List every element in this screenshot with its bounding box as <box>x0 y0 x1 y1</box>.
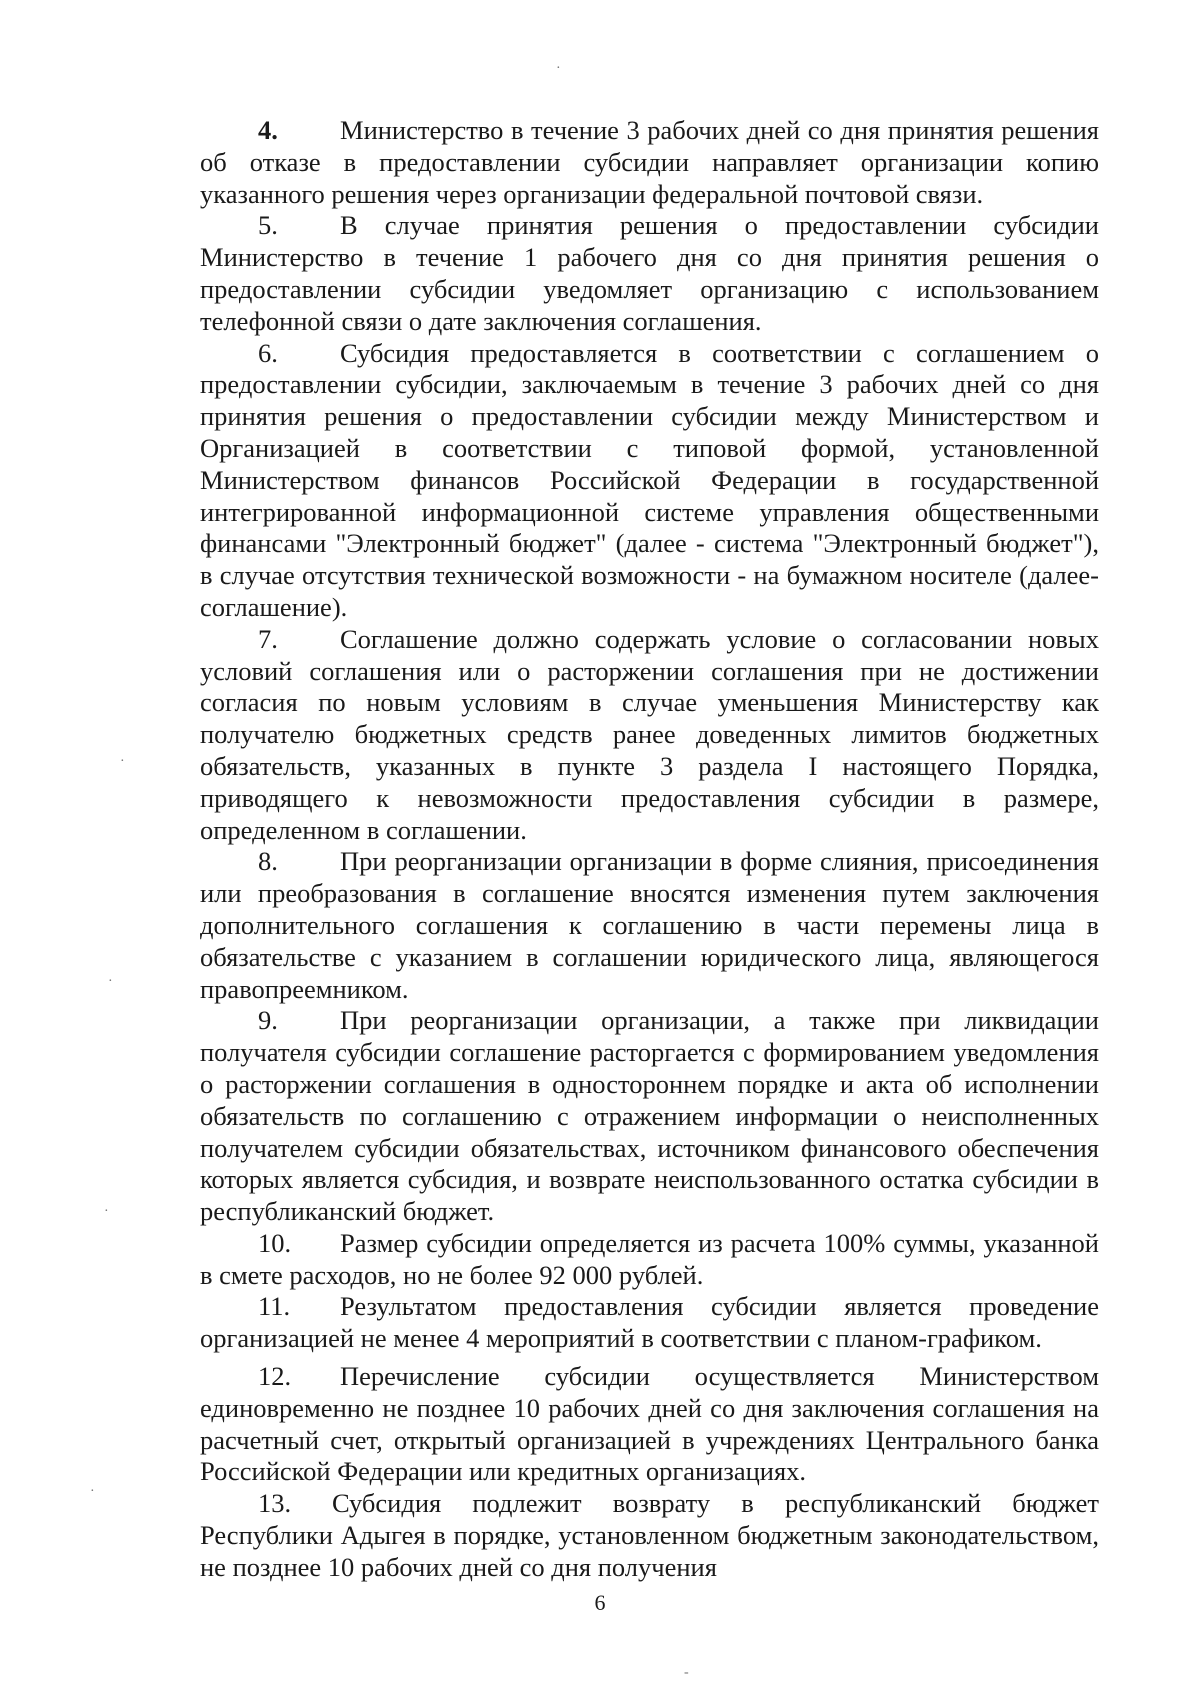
paragraph-number: 10. <box>258 1227 292 1258</box>
paragraph-number: 6. <box>258 337 278 368</box>
paragraph-number: 7. <box>258 623 278 654</box>
paragraph-5 <box>200 210 1099 337</box>
page-number: 6 <box>594 1590 606 1615</box>
paragraph-6 <box>200 338 1099 624</box>
scan-speck: · <box>120 754 125 769</box>
paragraph-4 <box>200 115 1099 210</box>
paragraph-number: 5. <box>258 210 278 241</box>
paragraph-10 <box>200 1228 1099 1292</box>
paragraph-text: Соглашение должно содержать условие о согласовании новых условий соглашения или о расторжении соглашения при не достижении согласия по новым условиям в случае уменьшения Министерству как получателю бюджетных средств ранее доведенных лимитов бюджетных обязательств, указанных в пункте 3 раздела I настоящего Порядка, приводящего к невозможности предоставления субсидии в размере, определенном в соглашении. <box>200 623 1099 845</box>
scan-speck: · <box>90 1484 95 1499</box>
paragraph-7 <box>200 624 1099 847</box>
paragraph-text: Результатом предоставления субсидии является проведение организацией не менее 4 мероприятий в соответствии с планом-графиком. <box>200 1291 1099 1354</box>
paragraph-text: Субсидия предоставляется в соответствии с соглашением о предоставлении субсидии, заключаемым в течение 3 рабочих дней со дня принятия решения о предоставлении субсидии между Министерством и Организацией в соответствии с типовой формой, установленной Министерством финансов Российской Федерации в государственной интегрированной информационной системе управления общественными финансами "Электронный бюджет" (далее - система "Электронный бюджет"), в случае отсутствия технической возможности - на бумажном носителе (далее- соглашение). <box>200 337 1099 622</box>
paragraph-8 <box>200 846 1099 1005</box>
paragraph-number: 13. <box>258 1488 292 1519</box>
scan-speck: · <box>556 61 561 76</box>
paragraph-text: Субсидия подлежит возврату в республиканский бюджет Республики Адыгея в порядке, установленном бюджетным законодательством, не позднее 10 рабочих дней со дня получения <box>200 1488 1099 1582</box>
paragraph-number: 4. <box>258 115 278 145</box>
paragraph-text: Министерство в течение 3 рабочих дней со дня принятия решения об отказе в предоставлении субсидии направляет организации копию указанного решения через организации федеральной почтовой связи. <box>200 115 1099 209</box>
paragraph-text: При реорганизации организации, а также при ликвидации получателя субсидии соглашение расторгается с формированием уведомления о расторжении соглашения в одностороннем порядке и акта об исполнении обязательств по соглашению с отражением информации о неисполненных получателем субсидии обязательствах, источником финансового обеспечения которых является субсидия, и возврате неиспользованного остатка субсидии в республиканский бюджет. <box>200 1005 1099 1227</box>
scan-speck: · <box>108 974 113 989</box>
paragraph-number: 8. <box>258 846 278 877</box>
scan-speck: - <box>684 1665 689 1680</box>
document-body <box>200 115 1099 1584</box>
paragraph-text: При реорганизации организации в форме слияния, присоединения или преобразования в соглашение вносятся изменения путем заключения дополнительного соглашения к соглашению в части перемены лица в обязательстве с указанием в соглашении юридического лица, являющегося правопреемником. <box>200 846 1099 1004</box>
paragraph-text: Перечисление субсидии осуществляется Министерством единовременно не позднее 10 рабочих дней со дня заключения соглашения на расчетный счет, открытый организацией в учреждениях Центрального банка Российской Федерации или кредитных организациях. <box>200 1361 1099 1487</box>
paragraph-13 <box>200 1488 1099 1583</box>
scan-speck: · <box>104 1204 109 1219</box>
paragraph-number: 9. <box>258 1005 278 1036</box>
paragraph-text: Размер субсидии определяется из расчета 100% суммы, указанной в смете расходов, но не более 92 000 рублей. <box>200 1227 1099 1290</box>
paragraph-11 <box>200 1291 1099 1355</box>
paragraph-text: В случае принятия решения о предоставлении субсидии Министерство в течение 1 рабочего дня со дня принятия решения о предоставлении субсидии уведомляет организацию с использованием телефонной связи о дате заключения соглашения. <box>200 210 1099 336</box>
paragraph-number: 12. <box>258 1361 292 1392</box>
paragraph-9 <box>200 1005 1099 1228</box>
paragraph-number: 11. <box>258 1291 291 1322</box>
paragraph-12 <box>200 1361 1099 1488</box>
